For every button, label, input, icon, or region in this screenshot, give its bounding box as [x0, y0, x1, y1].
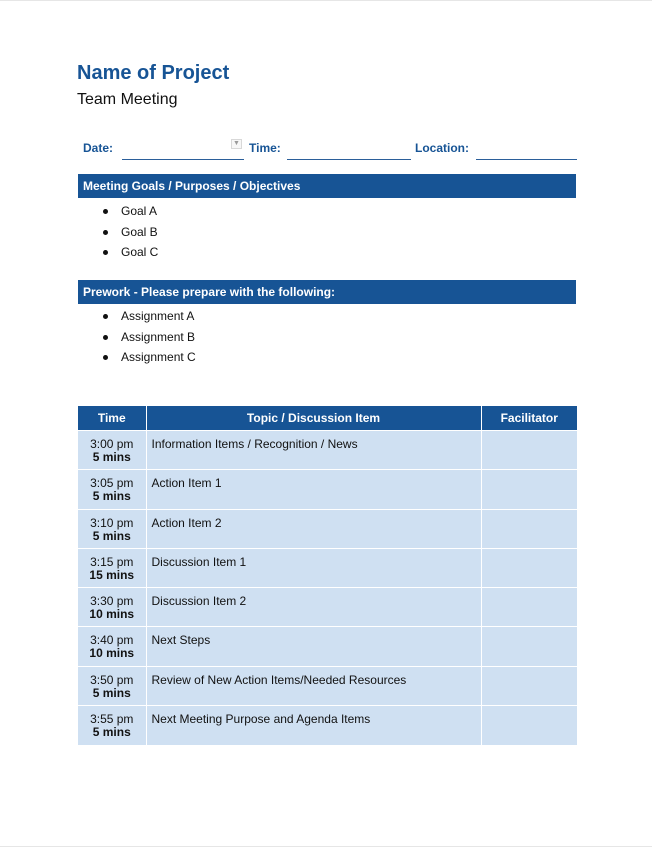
topic-cell[interactable]: Discussion Item 1: [146, 548, 481, 587]
time-cell[interactable]: [78, 627, 146, 666]
column-header-time[interactable]: Time: [78, 406, 146, 431]
facilitator-cell[interactable]: [481, 470, 577, 509]
time-field[interactable]: [287, 159, 411, 160]
time-cell[interactable]: [78, 666, 146, 705]
assignment-label: Assignment C: [121, 350, 196, 364]
date-dropdown-icon[interactable]: ▼: [231, 139, 242, 149]
date-field[interactable]: [122, 159, 244, 160]
project-title[interactable]: Name of Project: [77, 62, 230, 84]
list-item[interactable]: [103, 327, 196, 348]
duration: 5 mins: [92, 450, 131, 464]
topic-cell[interactable]: Next Steps: [146, 627, 481, 666]
time-cell[interactable]: [78, 509, 146, 548]
table-row: [78, 588, 577, 627]
topic-cell[interactable]: Action Item 2: [146, 509, 481, 548]
time-cell[interactable]: [78, 588, 146, 627]
bullet-icon: [103, 230, 108, 235]
time-cell[interactable]: [78, 706, 146, 745]
table-row: [78, 666, 577, 705]
start-time: 3:50 pm: [90, 672, 134, 687]
bullet-icon: [103, 209, 108, 214]
topic-cell[interactable]: Review of New Action Items/Needed Resources: [146, 666, 481, 705]
duration: 5 mins: [92, 725, 131, 740]
list-item[interactable]: [103, 347, 196, 368]
topic-cell[interactable]: Action Item 1: [146, 470, 481, 509]
facilitator-cell[interactable]: [481, 431, 577, 470]
table-header-row: [78, 406, 577, 431]
facilitator-cell[interactable]: [481, 666, 577, 705]
topic-cell[interactable]: Discussion Item 2: [146, 588, 481, 627]
bullet-icon: [103, 250, 108, 255]
list-item[interactable]: [103, 222, 158, 243]
table-row: [78, 627, 577, 666]
time-cell[interactable]: [78, 470, 146, 509]
goal-label: Goal B: [121, 224, 158, 239]
start-time: 3:05 pm: [90, 476, 134, 491]
start-time: 3:30 pm: [90, 594, 134, 609]
duration: 15 mins: [89, 567, 135, 582]
table-row: [78, 470, 577, 509]
meeting-subtitle[interactable]: Team Meeting: [77, 91, 178, 108]
list-item[interactable]: [103, 306, 196, 327]
time-cell[interactable]: [78, 431, 146, 470]
location-field[interactable]: [476, 159, 577, 160]
time-label: Time:: [249, 141, 281, 155]
start-time: 3:10 pm: [90, 515, 134, 530]
page-bottom-edge: [0, 846, 652, 847]
bullet-icon: [103, 335, 108, 340]
topic-cell[interactable]: Information Items / Recognition / News: [146, 431, 481, 470]
prework-list: [103, 306, 196, 368]
date-label: Date:: [83, 141, 114, 155]
bullet-icon: [103, 314, 108, 319]
prework-heading[interactable]: Prework - Please prepare with the following:: [78, 280, 576, 304]
table-row: [78, 509, 577, 548]
location-label: Location:: [415, 141, 469, 155]
start-time: 3:55 pm: [90, 712, 134, 727]
agenda-table: [78, 406, 577, 745]
list-item[interactable]: [103, 242, 158, 263]
duration: 5 mins: [92, 685, 131, 700]
table-row: [78, 548, 577, 587]
facilitator-cell[interactable]: [481, 548, 577, 587]
goal-label: Goal C: [121, 245, 159, 259]
facilitator-cell[interactable]: [481, 706, 577, 745]
facilitator-cell[interactable]: [481, 627, 577, 666]
duration: 5 mins: [92, 528, 131, 543]
facilitator-cell[interactable]: [481, 588, 577, 627]
time-cell[interactable]: [78, 548, 146, 587]
duration: 5 mins: [92, 489, 131, 504]
start-time: 3:40 pm: [90, 633, 134, 648]
goal-label: Goal A: [121, 204, 158, 218]
duration: 10 mins: [89, 607, 135, 622]
table-row: [78, 431, 577, 470]
topic-cell[interactable]: Next Meeting Purpose and Agenda Items: [146, 706, 481, 745]
list-item[interactable]: [103, 201, 158, 222]
column-header-topic[interactable]: Topic / Discussion Item: [146, 406, 481, 431]
assignment-label: Assignment A: [121, 309, 195, 323]
table-row: [78, 706, 577, 745]
start-time: 3:15 pm: [90, 554, 134, 569]
page-top-edge: [0, 0, 652, 1]
goals-list: [103, 201, 158, 263]
column-header-facilitator[interactable]: Facilitator: [481, 406, 577, 431]
assignment-label: Assignment B: [121, 329, 196, 344]
duration: 10 mins: [89, 646, 135, 661]
facilitator-cell[interactable]: [481, 509, 577, 548]
start-time: 3:00 pm: [90, 437, 134, 451]
goals-heading[interactable]: Meeting Goals / Purposes / Objectives: [78, 174, 576, 198]
bullet-icon: [103, 355, 108, 360]
